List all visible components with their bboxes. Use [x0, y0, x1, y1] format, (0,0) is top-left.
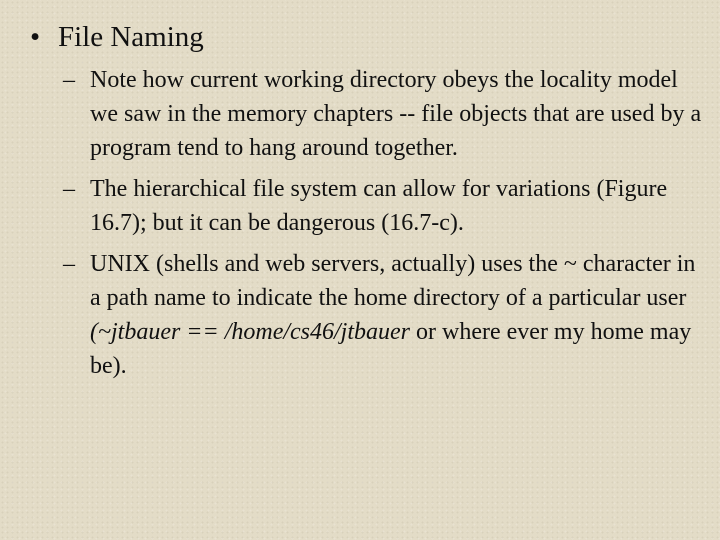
sub-bullet-text: Note how current working directory obeys the locality model we saw in the memory chapters -- file objects that are used by a program tend to hang around together. — [90, 67, 702, 161]
main-bullet — [30, 20, 204, 54]
sub-bullet-hierarchical — [63, 172, 703, 240]
sub-bullet-text: The hierarchical file system can allow for variations (Figure 16.7); but it can be dangerous (16.7-c). — [90, 176, 668, 236]
dash-marker: – — [63, 176, 75, 202]
dash-marker: – — [63, 251, 75, 277]
bullet-marker: • — [30, 21, 41, 53]
sub-bullet-unix-tilde — [63, 247, 703, 383]
sub-bullet-text-italic: (~jtbauer == /home/cs46/jtbauer — [90, 319, 411, 345]
dash-marker: – — [63, 67, 75, 93]
slide-heading: File Naming — [58, 21, 204, 53]
sub-bullet-list — [63, 63, 703, 390]
sub-bullet-text-before: UNIX (shells and web servers, actually) uses the ~ character in a path name to indicate the home directory of a particular user — [90, 251, 696, 311]
sub-bullet-text-after: or where ever my home may be). — [90, 319, 692, 379]
sub-bullet-locality — [63, 63, 703, 165]
